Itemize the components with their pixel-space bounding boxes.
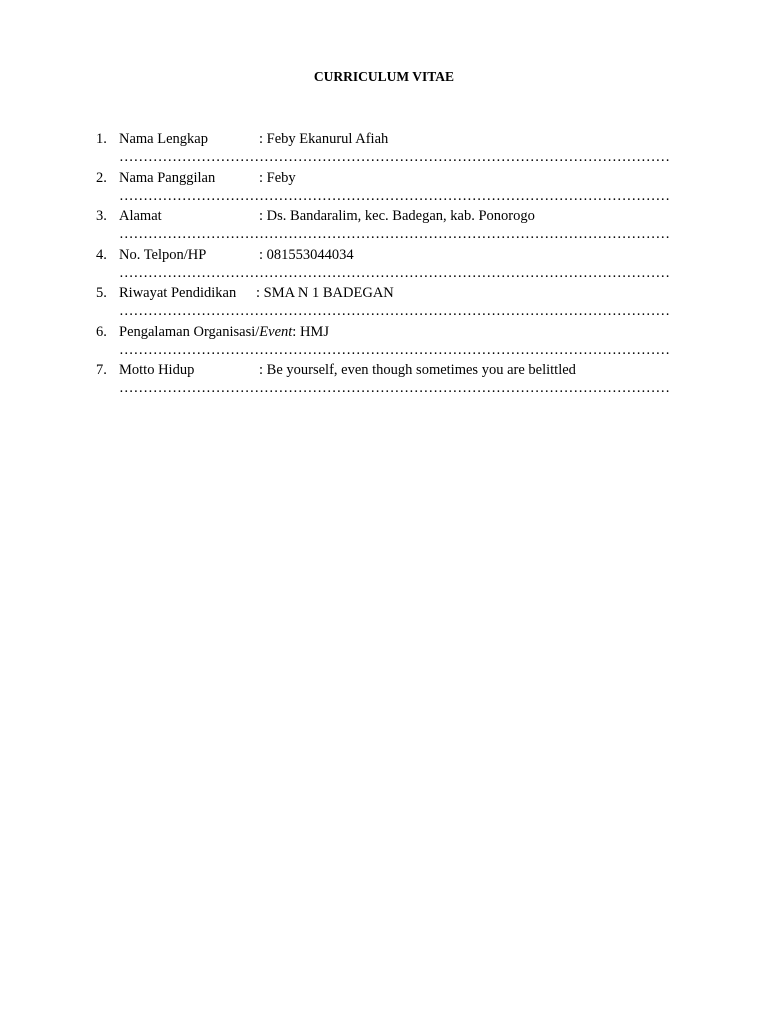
- dotted-line: ……………………………………………………………………………………………………: [119, 380, 670, 396]
- dotted-line: ……………………………………………………………………………………………………: [119, 149, 670, 165]
- document-title: CURRICULUM VITAE: [313, 69, 455, 84]
- item-label: Riwayat Pendidikan: [119, 285, 237, 301]
- item-value: : Ds. Bandaralim, kec. Badegan, kab. Ponorogo: [259, 208, 535, 224]
- cv-item-list: [96, 130, 696, 400]
- item-value: : SMA N 1 BADEGAN: [256, 285, 394, 301]
- cv-item-education: [96, 284, 696, 323]
- item-label-row: [119, 323, 329, 342]
- item-label: Nama Lengkap: [119, 131, 208, 147]
- item-value: : Feby: [259, 169, 296, 186]
- item-value: : 081553044034: [259, 246, 354, 263]
- cv-item-motto: [96, 361, 696, 400]
- item-number: 5.: [96, 285, 107, 301]
- dotted-line: ……………………………………………………………………………………………………: [119, 226, 670, 242]
- item-number: 2.: [96, 169, 107, 186]
- item-number: 4.: [96, 246, 107, 263]
- dotted-line: ……………………………………………………………………………………………………: [119, 341, 670, 358]
- item-label: Alamat: [119, 208, 162, 224]
- item-number: 6.: [96, 323, 107, 340]
- item-label: Motto Hidup: [119, 362, 195, 378]
- cv-item-nickname: [96, 169, 696, 208]
- item-value: : Be yourself, even though sometimes you are belittled: [259, 362, 576, 378]
- item-value: : HMJ: [292, 323, 329, 340]
- cv-item-phone: [96, 246, 696, 285]
- dotted-line: ……………………………………………………………………………………………………: [119, 187, 670, 204]
- cv-item-address: [96, 207, 696, 246]
- item-label: No. Telpon/HP: [119, 246, 207, 263]
- dotted-line: ……………………………………………………………………………………………………: [119, 264, 670, 281]
- dotted-line: ……………………………………………………………………………………………………: [119, 303, 670, 319]
- item-label: Nama Panggilan: [119, 169, 216, 186]
- item-label: Pengalaman Organisasi/: [119, 323, 260, 340]
- cv-item-full-name: [96, 130, 696, 169]
- item-value: : Feby Ekanurul Afiah: [259, 131, 389, 147]
- item-number: 7.: [96, 362, 107, 378]
- item-number: 1.: [96, 131, 107, 147]
- item-number: 3.: [96, 208, 107, 224]
- cv-item-organization: [96, 323, 696, 362]
- item-label-italic: Event: [259, 323, 293, 340]
